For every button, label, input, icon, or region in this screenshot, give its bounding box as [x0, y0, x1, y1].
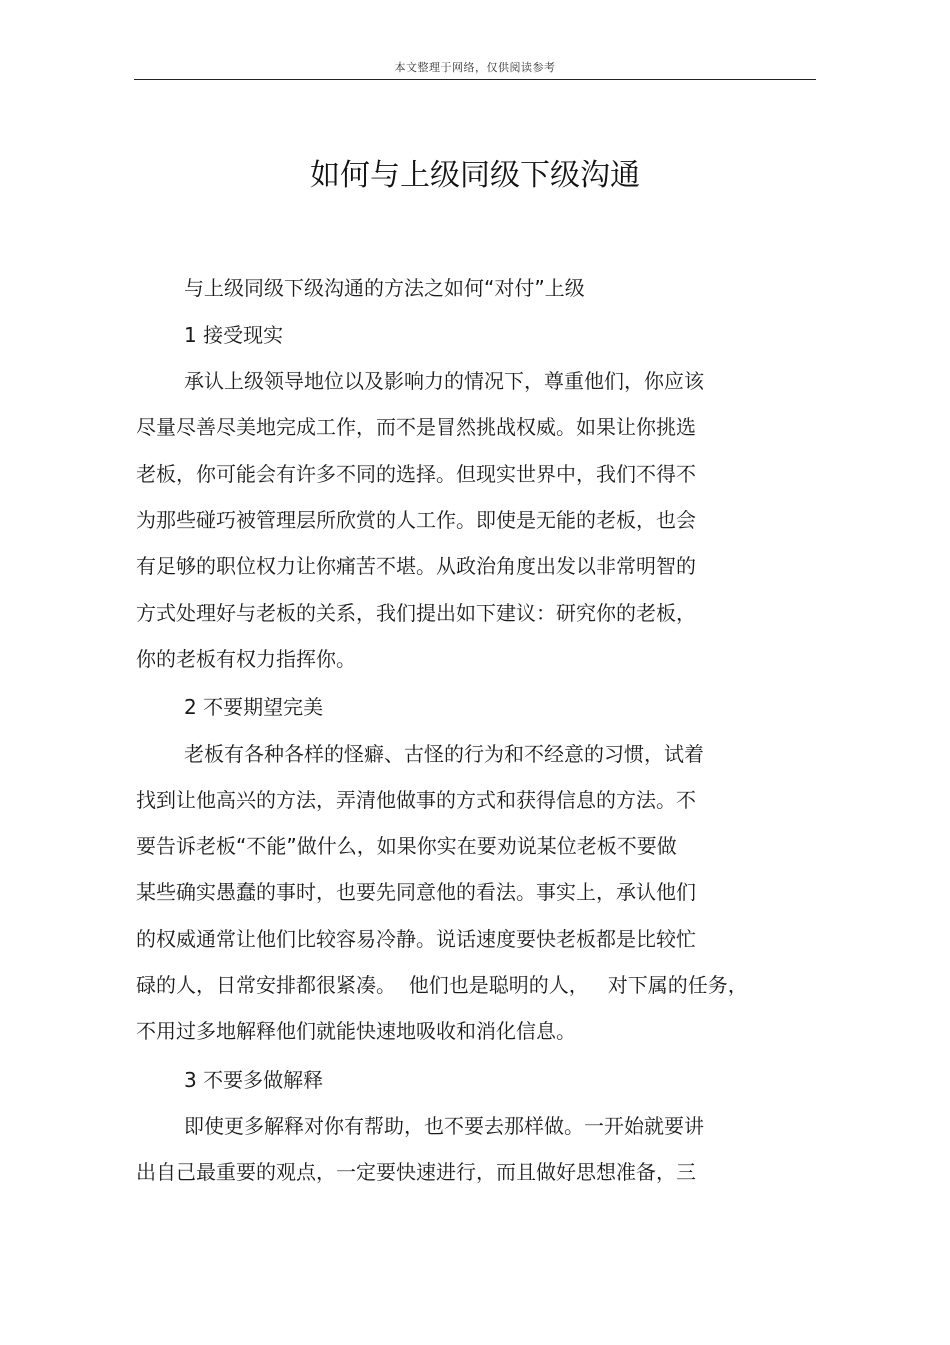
paragraph-line: 要告诉老板“不能”做什么，如果你实在要劝说某位老板不要做 [136, 834, 677, 858]
paragraph-line: 老板，你可能会有许多不同的选择。但现实世界中，我们不得不 [136, 462, 696, 486]
paragraph-line: 某些确实愚蠢的事时，也要先同意他的看法。事实上，承认他们 [136, 880, 696, 904]
paragraph-line: 为那些碰巧被管理层所欣赏的人工作。即使是无能的老板，也会 [136, 508, 696, 532]
paragraph-line: 找到让他高兴的方法，弄清他做事的方式和获得信息的方法。不 [136, 788, 696, 812]
paragraph-line: 即使更多解释对你有帮助，也不要去那样做。一开始就要讲 [184, 1114, 704, 1138]
document-title: 如何与上级同级下级沟通 [310, 158, 640, 193]
paragraph-line: 老板有各种各样的怪癖、古怪的行为和不经意的习惯，试着 [184, 742, 704, 766]
header-divider [134, 79, 816, 80]
header-note: 本文整理于网络，仅供阅读参考 [394, 61, 556, 74]
paragraph-line: 的权威通常让他们比较容易冷静。说话速度要快老板都是比较忙 [136, 927, 696, 951]
paragraph-line: 承认上级领导地位以及影响力的情况下，尊重他们，你应该 [184, 369, 704, 393]
paragraph-line: 有足够的职位权力让你痛苦不堪。从政治角度出发以非常明智的 [136, 554, 696, 578]
intro-heading: 与上级同级下级沟通的方法之如何“对付”上级 [184, 276, 585, 300]
section-heading-2: 2 不要期望完美 [184, 695, 324, 719]
paragraph-line: 尽量尽善尽美地完成工作，而不是冒然挑战权威。如果让你挑选 [136, 415, 696, 439]
paragraph-line: 出自己最重要的观点，一定要快速进行，而且做好思想准备，三 [136, 1160, 696, 1184]
paragraph-line: 你的老板有权力指挥你。 [136, 647, 356, 671]
section-heading-3: 3 不要多做解释 [184, 1068, 324, 1092]
paragraph-line: 方式处理好与老板的关系，我们提出如下建议：研究你的老板， [136, 601, 696, 625]
paragraph-line: 碌的人，日常安排都很紧凑。 他们也是聪明的人， 对下属的任务， [136, 973, 748, 997]
paragraph-line: 不用过多地解释他们就能快速地吸收和消化信息。 [136, 1019, 576, 1043]
section-heading-1: 1 接受现实 [184, 323, 284, 347]
